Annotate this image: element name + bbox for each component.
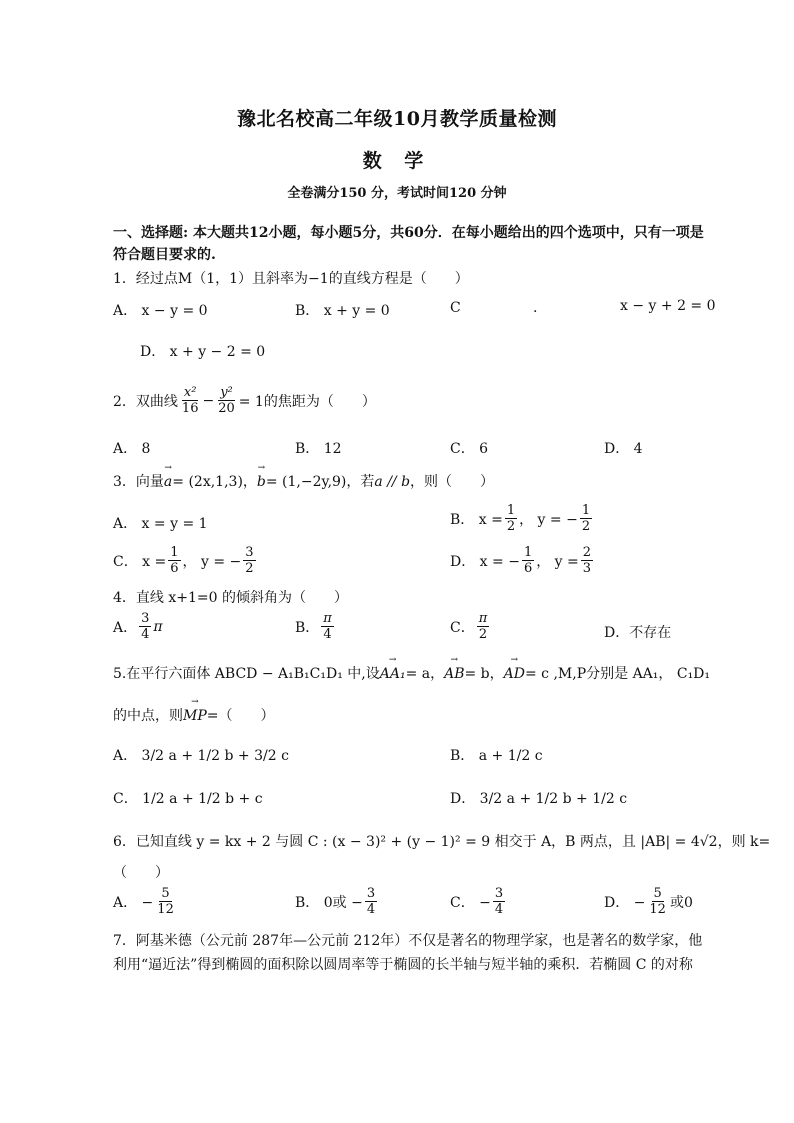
vector-a: → a [164, 474, 172, 490]
exam-info: 全卷满分150 分，考试时间120 分钟 [287, 186, 507, 201]
q2-option-b: B． 12 [295, 441, 342, 457]
exam-title: 豫北名校高二年级10月教学质量检测 [237, 108, 557, 130]
q2-option-a: A． 8 [113, 441, 151, 457]
q4-option-d: D．不存在 [604, 625, 672, 641]
q2-minus: − [202, 392, 215, 409]
q6-option-a: A． − $\frac{5}{12}$ [113, 886, 174, 917]
q3-option-d: D． x = − $\frac{1}{6}$ ， y = $\frac{2}{3}$ [450, 545, 592, 576]
vector-ad: → AD [504, 666, 525, 682]
q3-option-c: C． x = $\frac{1}{6}$ ， y = − $\frac{3}{2}$ [113, 545, 254, 576]
q2-stem [113, 385, 376, 416]
subject-title: 数 学 [362, 150, 432, 172]
vector-b: → b [257, 474, 266, 490]
q3-option-a: A． x = y = 1 [113, 516, 208, 532]
q4-option-b: B． $\frac{\pi}{4}$ [295, 611, 332, 642]
q1-option-a: A． x − y = 0 [113, 303, 208, 319]
q7-line2: 利用“逼近法”得到椭圆的面积除以圆周率等于椭圆的长半轴与短半轴的乘积．若椭圆 C 的对称 [113, 957, 693, 973]
q1-option-d: D． x + y − 2 = 0 [140, 344, 266, 360]
vector-ab: → AB [444, 666, 464, 682]
q3-option-b: B． x = $\frac{1}{2}$ ， y = − $\frac{1}{2}$ [450, 503, 591, 534]
parallel-condition: a // b [374, 474, 411, 490]
q6-paren: （ ） [113, 865, 169, 881]
vector-mp: → MP [183, 708, 207, 724]
q2-stem-post: = 1的焦距为（ ） [238, 393, 376, 410]
q2-fraction-y: $\frac{\text{y²}}{20}$ [218, 385, 235, 416]
q5-option-b: B． a + 1/2 c [450, 748, 543, 764]
q2-fraction-x: $\frac{\text{x²}}{16}$ [181, 385, 199, 416]
q4-option-a: A． $\frac{3}{4}$ π [113, 611, 163, 642]
q5-line1: 5.在平行六面体 ABCD − A₁B₁C₁D₁ 中,设→ AA₁= a，→ AB= b，→ AD= c ,M,P分别是 AA₁， C₁D₁ [113, 663, 710, 683]
q1-option-c-value: x − y + 2 = 0 [620, 298, 716, 314]
q6-stem: 6．已知直线 y = kx + 2 与圆 C : (x − 3)² + (y − 1)² = 9 相交于 A，B 两点，且 |AB| = 4√2，则 k= [113, 834, 771, 850]
q6-option-c: C． − $\frac{3}{4}$ [450, 886, 504, 917]
section-heading: 一、选择题: 本大题共12小题，每小题5分，共60分．在每小题给出的四个选项中，只有一项是符合题目要求的. [113, 225, 704, 263]
q5-option-d: D． 3/2 a + 1/2 b + 1/2 c [450, 791, 628, 807]
q7-line1: 7．阿基米德（公元前 287年—公元前 212年）不仅是著名的物理学家，也是著名的数学家，他 [113, 933, 703, 949]
q2-stem-pre: 2．双曲线 [113, 393, 178, 410]
q1-option-b: B． x + y = 0 [295, 303, 390, 319]
q1-stem: 1．经过点M（1，1）且斜率为−1的直线方程是（ ） [113, 271, 469, 287]
q4-option-c: C． $\frac{\pi}{2}$ [450, 611, 488, 642]
q1-option-c-dot: . [533, 300, 538, 316]
q1-option-c-label: C [450, 300, 461, 316]
vector-aa1: → AA₁ [380, 666, 406, 682]
q6-option-b: B． 0或 − $\frac{3}{4}$ [295, 886, 376, 917]
q5-line2: 的中点，则→ MP=（ ） [113, 705, 275, 725]
q6-option-d: D． − $\frac{5}{12}$ 或0 [604, 886, 693, 917]
q4-stem: 4．直线 x+1=0 的倾斜角为（ ） [113, 590, 348, 606]
q2-option-c: C． 6 [450, 441, 489, 457]
q5-option-c: C． 1/2 a + 1/2 b + c [113, 791, 263, 807]
q3-stem: 3．向量→ a= (2x,1,3)，→ b= (1,−2y,9)，若a // b，则（ ） [113, 471, 494, 491]
q2-option-d: D． 4 [604, 441, 643, 457]
q5-option-a: A． 3/2 a + 1/2 b + 3/2 c [113, 748, 289, 764]
